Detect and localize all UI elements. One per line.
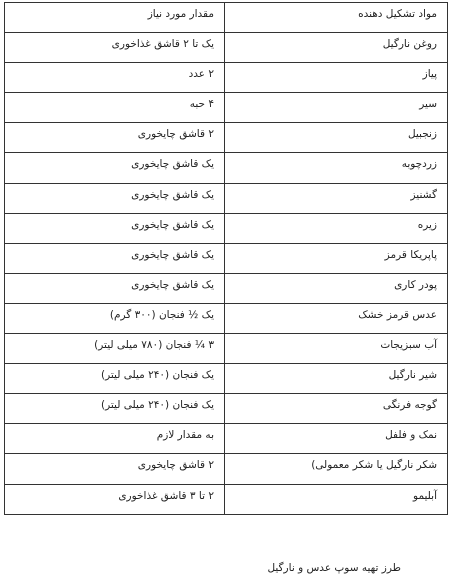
table-row [5,243,448,273]
table-row [5,33,448,63]
amount-cell: یک تا ۲ قاشق غذاخوری [5,33,225,63]
table-row [5,303,448,333]
table-row [5,454,448,484]
ingredients-table [4,2,448,515]
amount-cell: ۴ حبه [5,93,225,123]
ingredient-cell: شکر نارگیل یا شکر معمولی) [225,454,448,484]
amount-cell: یک فنجان (۲۴۰ میلی لیتر) [5,394,225,424]
ingredient-cell: پاپریکا قرمز [225,243,448,273]
ingredients-table-container [4,2,447,515]
amount-cell: یک قاشق چایخوری [5,213,225,243]
table-row [5,93,448,123]
ingredient-cell: گوجه فرنگی [225,394,448,424]
ingredient-cell: پیاز [225,63,448,93]
ingredient-cell: نمک و فلفل [225,424,448,454]
table-row [5,394,448,424]
ingredient-cell: پودر کاری [225,273,448,303]
ingredient-cell: زردچوبه [225,153,448,183]
header-ingredient: مواد تشکیل دهنده [225,3,448,33]
table-row [5,123,448,153]
amount-cell: یک ½ فنجان (۳۰۰ گرم) [5,303,225,333]
table-row [5,334,448,364]
amount-cell: یک قاشق چایخوری [5,243,225,273]
amount-cell: یک قاشق چایخوری [5,183,225,213]
ingredient-cell: روغن نارگیل [225,33,448,63]
amount-cell: ۲ قاشق چایخوری [5,123,225,153]
header-amount: مقدار مورد نیاز [5,3,225,33]
table-row [5,364,448,394]
ingredient-cell: سیر [225,93,448,123]
amount-cell: یک قاشق چایخوری [5,153,225,183]
table-row [5,153,448,183]
amount-cell: ۲ تا ۳ قاشق غذاخوری [5,484,225,514]
section-heading-partial: طرز تهیه سوپ عدس و نارگیل [267,562,401,574]
ingredient-cell: گشنیز [225,183,448,213]
ingredient-cell: زنجبیل [225,123,448,153]
amount-cell: ۳ ¼ فنجان (۷۸۰ میلی لیتر) [5,334,225,364]
amount-cell: به مقدار لازم [5,424,225,454]
amount-cell: یک قاشق چایخوری [5,273,225,303]
ingredient-cell: آبلیمو [225,484,448,514]
ingredient-cell: زیره [225,213,448,243]
amount-cell: یک فنجان (۲۴۰ میلی لیتر) [5,364,225,394]
ingredient-cell: عدس قرمز خشک [225,303,448,333]
table-row [5,484,448,514]
table-header-row [5,3,448,33]
ingredient-cell: آب سبزیجات [225,334,448,364]
table-row [5,213,448,243]
amount-cell: ۲ عدد [5,63,225,93]
table-row [5,183,448,213]
table-row [5,273,448,303]
amount-cell: ۲ قاشق چایخوری [5,454,225,484]
table-row [5,63,448,93]
ingredient-cell: شیر نارگیل [225,364,448,394]
table-row [5,424,448,454]
